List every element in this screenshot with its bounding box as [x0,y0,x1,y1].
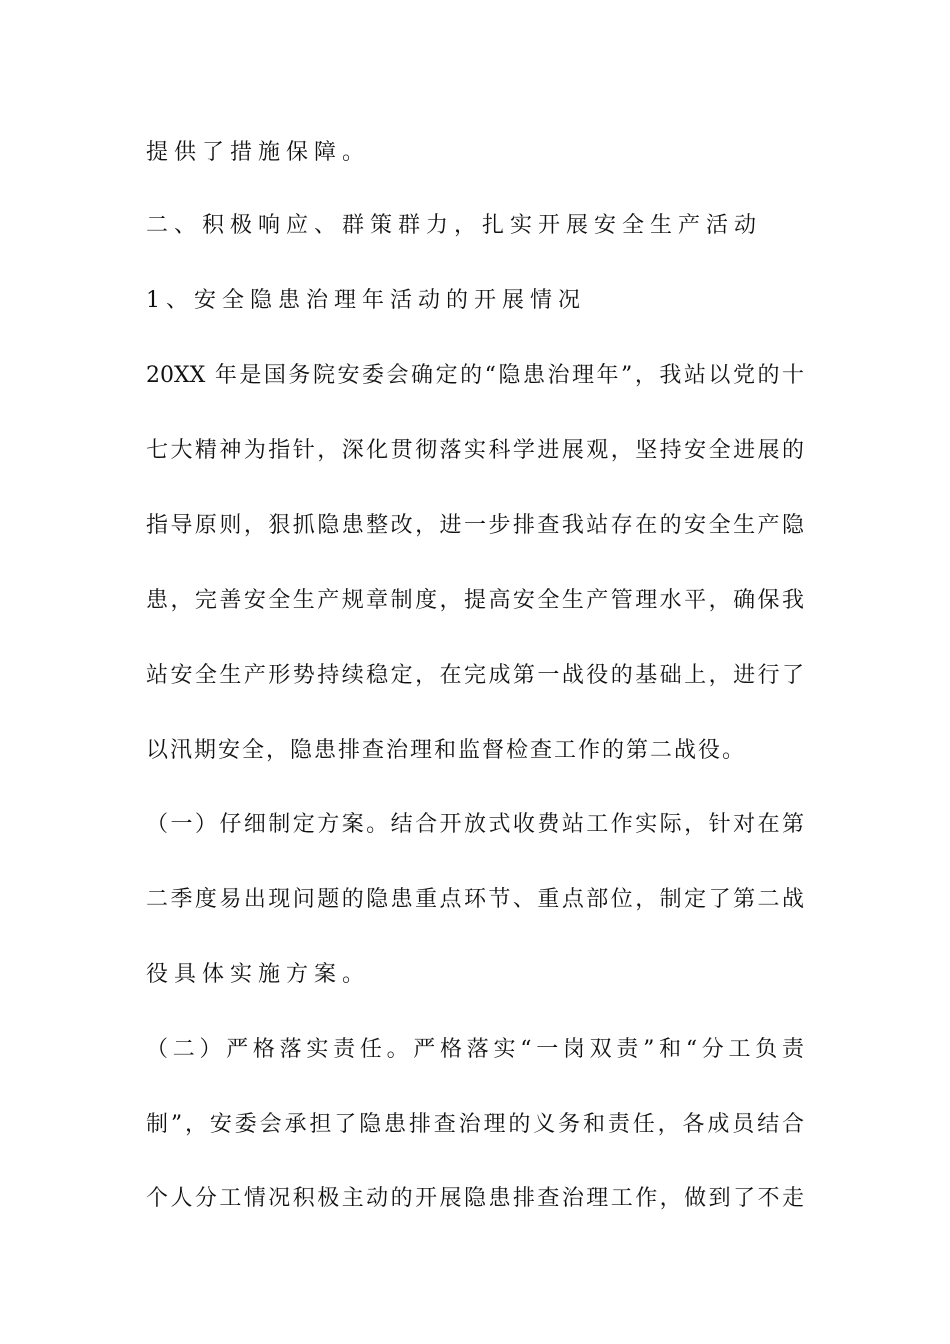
text-line: 役具体实施方案。 [146,962,371,987]
text-line: （一）仔细制定方案。结合开放式收费站工作实际，针对在第 [146,812,804,837]
section-heading: 二、积极响应、群策群力，扎实开展安全生产活动 [146,213,763,238]
text-line: 二季度易出现问题的隐患重点环节、重点部位，制定了第二战 [146,887,804,912]
text-line: （二）严格落实责任。严格落实“一岗双责”和“分工负责 [146,1037,804,1062]
text-line: 患，完善安全生产规章制度，提高安全生产管理水平，确保我 [146,588,804,613]
text-line: 站安全生产形势持续稳定，在完成第一战役的基础上，进行了 [146,663,804,688]
text-line: 20XX 年是国务院安委会确定的“隐患治理年”，我站以党的十 [146,363,804,388]
text-line: 个人分工情况积极主动的开展隐患排查治理工作，做到了不走 [146,1186,804,1211]
text-line: 以汛期安全，隐患排查治理和监督检查工作的第二战役。 [146,738,747,763]
text-line: 指导原则，狠抓隐患整改，进一步排查我站存在的安全生产隐 [146,513,804,538]
text-line: 七大精神为指针，深化贯彻落实科学进展观，坚持安全进展的 [146,438,804,463]
subsection-heading: 1、安全隐患治理年活动的开展情况 [146,288,586,313]
text-line: 制”，安委会承担了隐患排查治理的义务和责任，各成员结合 [146,1112,804,1137]
text-line: 提供了措施保障。 [146,140,371,165]
